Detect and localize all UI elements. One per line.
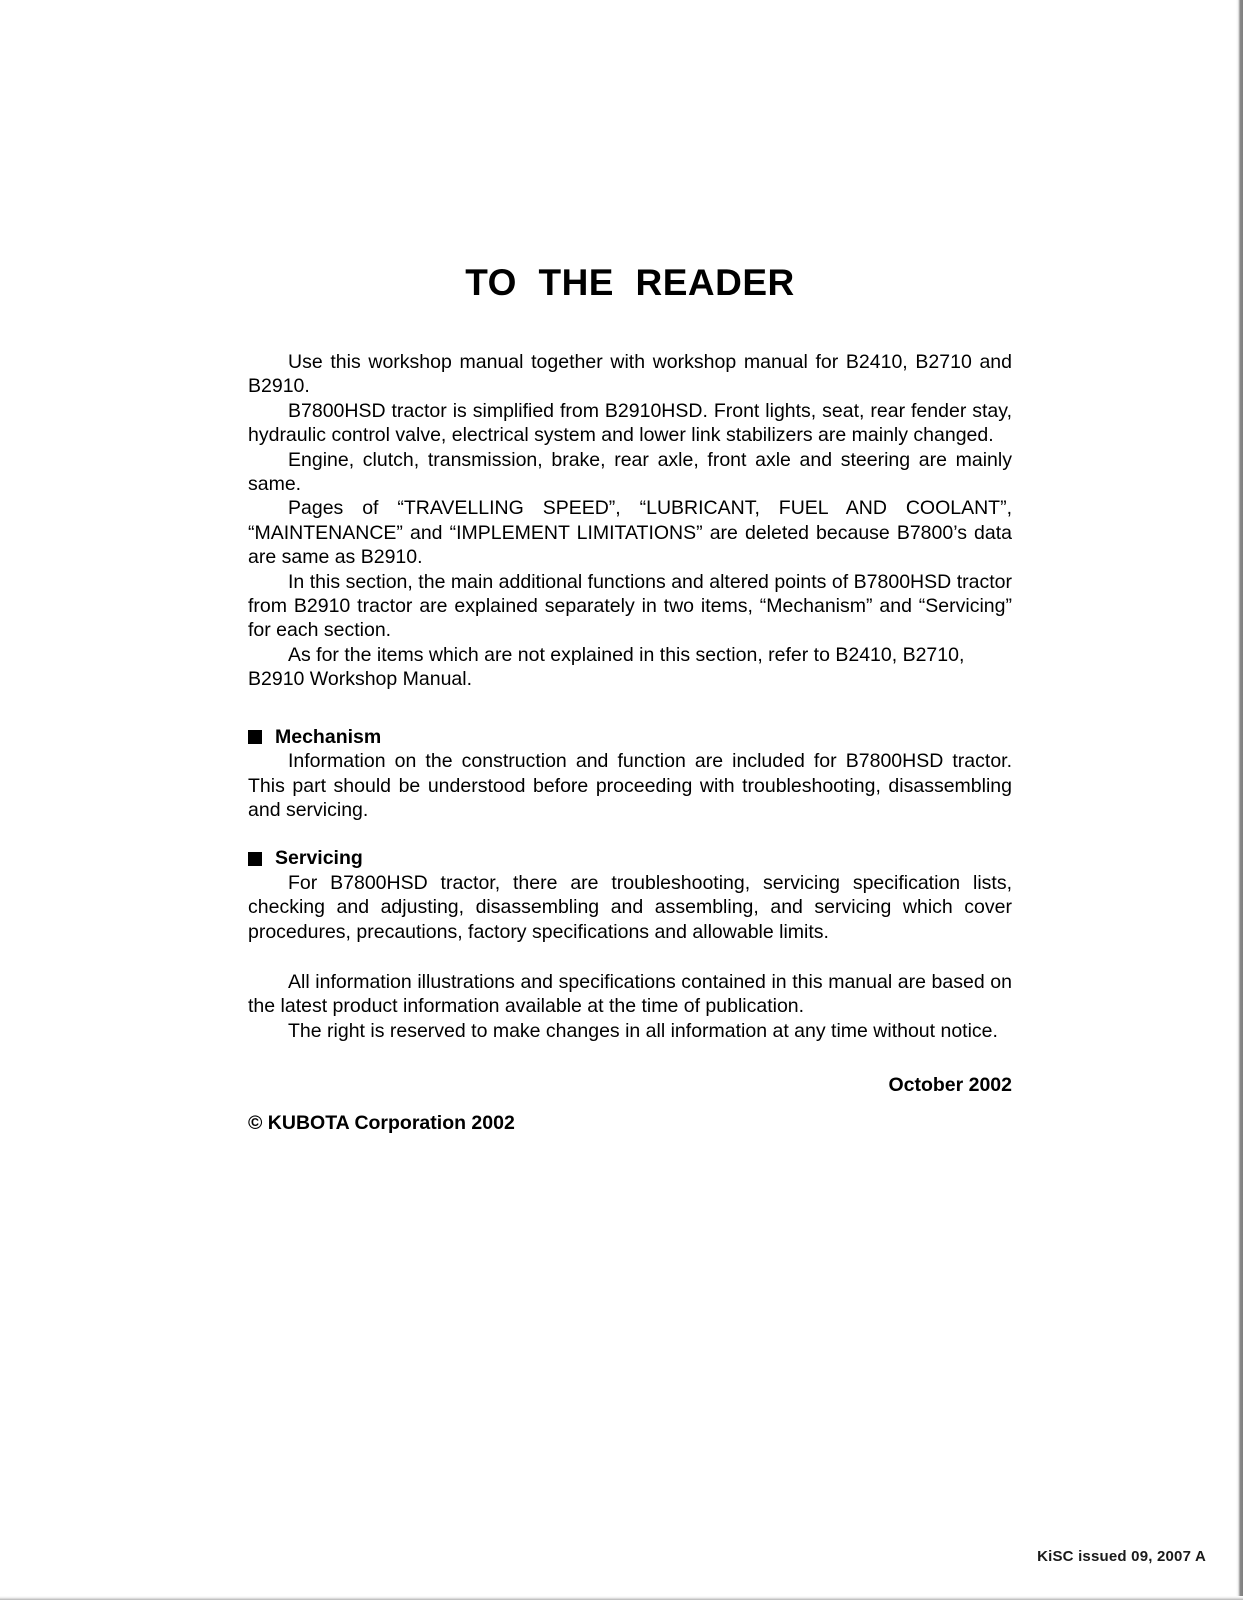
section-body-mechanism: Information on the construction and function are included for B7800HSD tractor. This part should be understood before proceeding with troubleshooting, disassembling and servicing. [248, 750, 1012, 821]
section-heading-label: Servicing [275, 847, 363, 870]
paragraph: Use this workshop manual together with workshop manual for B2410, B2710 and B2910. [248, 351, 1012, 398]
page-title: TO THE READER [465, 262, 795, 303]
closing-paragraph: The right is reserved to make changes in all information at any time without notice. [288, 1019, 998, 1042]
paragraph: As for the items which are not explained in this section, refer to B2410, B2710, B2910 Workshop Manual. [248, 643, 965, 691]
scan-edge-right [1236, 0, 1243, 1600]
paragraph: Engine, clutch, transmission, brake, rear axle, front axle and steering are mainly same. [248, 448, 1012, 496]
spacer [248, 944, 1012, 970]
square-bullet-icon [248, 730, 262, 744]
publication-date: October 2002 [888, 1074, 1012, 1097]
intro-paragraphs [248, 350, 1012, 692]
scan-edge-bottom [0, 1596, 1243, 1600]
page-footer: KiSC issued 09, 2007 A [1037, 1548, 1206, 1565]
paragraph: In this section, the main additional functions and altered points of B7800HSD tractor from B2910 tractor are explained separately in two items, “Mechanism” and “Servicing” for each section. [248, 570, 1012, 642]
closing-paragraph: All information illustrations and specifications contained in this manual are based on the latest product information available at the time of publication. [248, 970, 1012, 1018]
section-heading-mechanism [248, 725, 1012, 749]
paragraph: Pages of “TRAVELLING SPEED”, “LUBRICANT, FUEL AND COOLANT”, “MAINTENANCE” and “IMPLEMENT LIMITATIONS” are deleted because B7800’s data are same as B2910. [248, 497, 1012, 569]
copyright-notice: © KUBOTA Corporation 2002 [248, 1112, 515, 1135]
spacer [248, 692, 1012, 701]
square-bullet-icon [248, 852, 262, 866]
section-heading-label: Mechanism [275, 725, 382, 748]
section-heading-servicing [248, 846, 1012, 870]
section-body-servicing: For B7800HSD tractor, there are troubleshooting, servicing specification lists, checking and adjusting, disassembling and assembling, and servicing which cover procedures, precautions, factory specifications and allowable limits. [248, 871, 1012, 943]
paragraph: B7800HSD tractor is simplified from B2910HSD. Front lights, seat, rear fender stay, hydraulic control valve, electrical system and lower link stabilizers are mainly changed. [248, 399, 1012, 447]
page-content [248, 0, 1012, 1135]
